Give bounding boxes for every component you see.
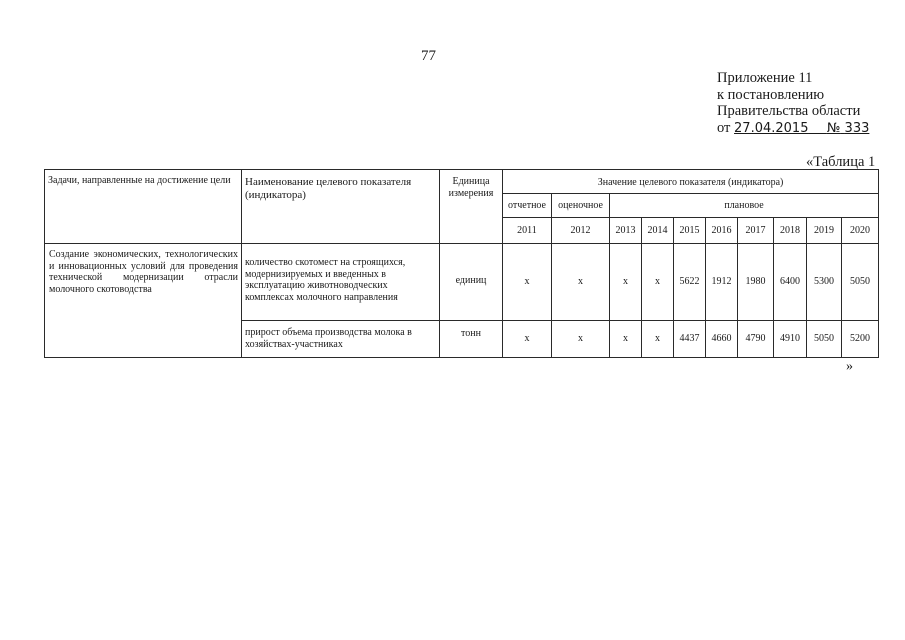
header-unit: Единица измерения xyxy=(440,170,503,244)
value-cell: х xyxy=(610,244,642,321)
indicator-table xyxy=(44,169,879,358)
header-row-1 xyxy=(45,170,879,194)
appendix-date-line xyxy=(717,120,869,138)
header-year: 2014 xyxy=(642,218,674,244)
unit-cell: единиц xyxy=(440,244,503,321)
appendix-block xyxy=(717,70,869,137)
header-estimated: оценочное xyxy=(552,194,610,218)
value-cell: 4790 xyxy=(738,321,774,358)
appendix-title: Приложение 11 xyxy=(717,70,813,86)
header-year: 2016 xyxy=(706,218,738,244)
indicator-cell: количество скотомест на строящихся, модернизируемых и введенных в эксплуатацию животноводческих комплексах молочного направления xyxy=(242,244,440,321)
header-task: Задачи, направленные на достижение цели xyxy=(45,170,242,244)
task-cell: Создание экономических, технологических и инновационных условий для проведения технической модернизации отрасли молочного скотоводства xyxy=(45,244,242,358)
value-cell: 4660 xyxy=(706,321,738,358)
header-year: 2017 xyxy=(738,218,774,244)
table-row xyxy=(45,244,879,321)
value-cell: х xyxy=(503,321,552,358)
header-year: 2012 xyxy=(552,218,610,244)
closing-quote: » xyxy=(846,359,853,374)
number-label: № xyxy=(826,120,841,136)
table-title: «Таблица 1 xyxy=(806,154,876,170)
header-indicator: Наименование целевого показателя (индикатора) xyxy=(242,170,440,244)
value-cell: 5300 xyxy=(807,244,842,321)
page-number: 77 xyxy=(421,48,436,64)
header-year: 2018 xyxy=(774,218,807,244)
header-values: Значение целевого показателя (индикатора) xyxy=(503,170,879,194)
value-cell: 5200 xyxy=(842,321,879,358)
header-year: 2013 xyxy=(610,218,642,244)
value-cell: х xyxy=(610,321,642,358)
value-cell: х xyxy=(642,244,674,321)
value-cell: 5622 xyxy=(674,244,706,321)
header-year: 2011 xyxy=(503,218,552,244)
header-year: 2015 xyxy=(674,218,706,244)
value-cell: 5050 xyxy=(807,321,842,358)
value-cell: 6400 xyxy=(774,244,807,321)
value-cell: 4910 xyxy=(774,321,807,358)
value-cell: 1912 xyxy=(706,244,738,321)
unit-cell: тонн xyxy=(440,321,503,358)
value-cell: х xyxy=(503,244,552,321)
value-cell: х xyxy=(642,321,674,358)
value-cell: 1980 xyxy=(738,244,774,321)
resolution-date: 27.04.2015 xyxy=(734,120,809,136)
value-cell: 5050 xyxy=(842,244,879,321)
indicator-cell: прирост объема производства молока в хозяйствах-участниках xyxy=(242,321,440,358)
value-cell: х xyxy=(552,321,610,358)
value-cell: 4437 xyxy=(674,321,706,358)
date-prefix: от xyxy=(717,119,735,136)
resolution-number: 333 xyxy=(844,120,870,136)
appendix-line-resolution: к постановлению xyxy=(717,86,825,103)
header-year: 2019 xyxy=(807,218,842,244)
header-reported: отчетное xyxy=(503,194,552,218)
header-year: 2020 xyxy=(842,218,879,244)
value-cell: х xyxy=(552,244,610,321)
appendix-line-government: Правительства области xyxy=(717,103,861,119)
header-planned: плановое xyxy=(610,194,879,218)
